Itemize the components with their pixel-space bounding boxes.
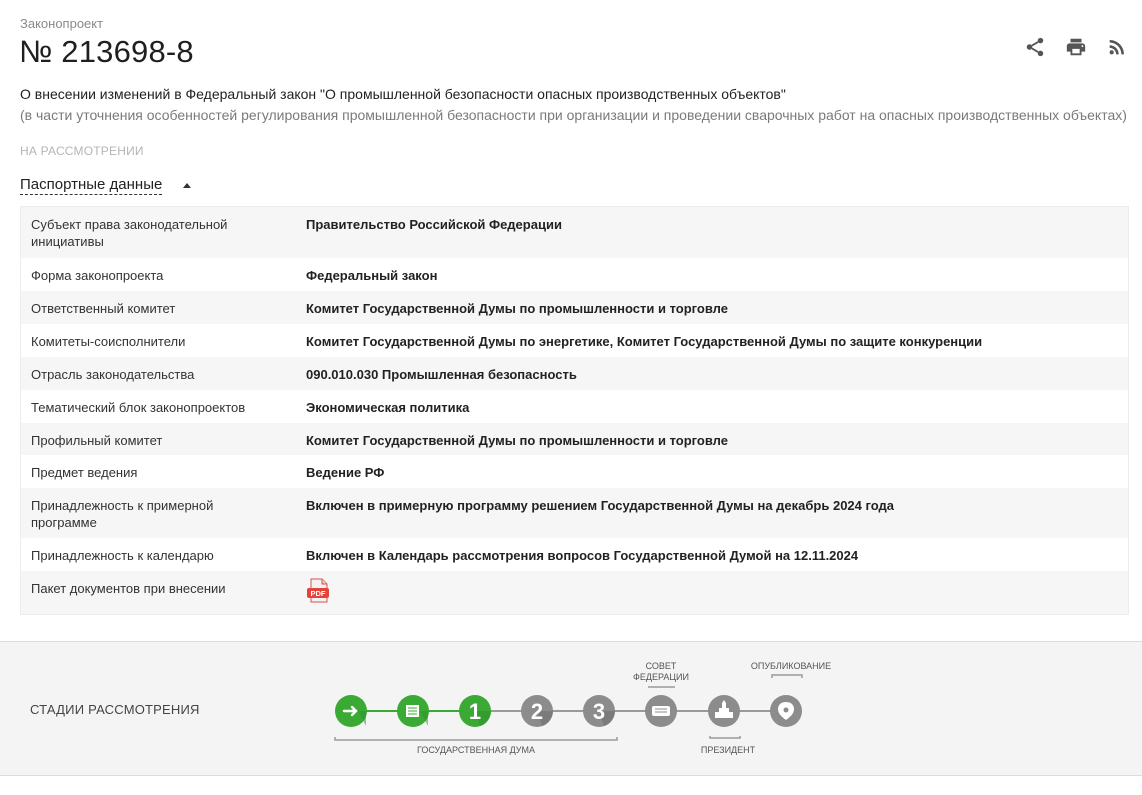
document-type-label: Законопроект: [20, 16, 104, 31]
row-label: Отрасль законодательства: [31, 367, 195, 382]
stage-president[interactable]: [708, 695, 740, 727]
president-label: ПРЕЗИДЕНТ: [700, 745, 756, 755]
table-row: [21, 357, 1128, 390]
bill-subtitle: (в части уточнения особенностей регулирования промышленной безопасности при организации и проведении сварочных работ на опасных производственных объектах): [20, 107, 1127, 123]
pdf-file-icon[interactable]: [306, 578, 332, 603]
row-label: Тематический блок законопроектов: [31, 400, 246, 415]
row-label: Ответственный комитет: [31, 301, 176, 316]
reading-2-number: 2: [530, 699, 544, 724]
stages-title: СТАДИИ РАССМОТРЕНИЯ: [30, 702, 200, 717]
row-value: 090.010.030 Промышленная безопасность: [306, 367, 577, 382]
caret-up-icon[interactable]: [183, 183, 191, 188]
stage-introduction[interactable]: [335, 695, 367, 727]
table-row: [21, 207, 1128, 258]
row-value: Включен в примерную программу решением Государственной Думы на декабрь 2024 года: [306, 498, 894, 513]
stages-timeline: [0, 642, 1142, 777]
print-icon[interactable]: [1065, 36, 1087, 58]
stage-preliminary-review[interactable]: [397, 695, 429, 727]
table-row: [21, 324, 1128, 357]
stage-reading-1[interactable]: [459, 695, 491, 727]
council-label-line2: ФЕДЕРАЦИИ: [633, 672, 689, 682]
row-label: Пакет документов при внесении: [31, 581, 226, 596]
row-label: Субъект права законодательной инициативы: [31, 217, 228, 249]
publication-label: ОПУБЛИКОВАНИЕ: [750, 661, 832, 671]
row-value: Комитет Государственной Думы по промышленности и торговле: [306, 433, 728, 448]
action-toolbar: [1024, 36, 1128, 58]
table-row: [21, 455, 1128, 488]
stage-federation-council[interactable]: [645, 695, 677, 727]
bill-number: № 213698-8: [19, 34, 194, 69]
row-value: Федеральный закон: [306, 268, 438, 283]
stage-reading-3[interactable]: [583, 695, 615, 727]
table-row: [21, 390, 1128, 423]
row-value: Включен в Календарь рассмотрения вопросов Государственной Думой на 12.11.2024: [306, 548, 859, 563]
table-row: [21, 488, 1128, 538]
table-row: [21, 258, 1128, 291]
row-value: Экономическая политика: [306, 400, 470, 415]
pdf-label: PDF: [310, 589, 326, 598]
stage-publication[interactable]: [770, 695, 802, 727]
row-value: Комитет Государственной Думы по промышленности и торговле: [306, 301, 728, 316]
row-label: Форма законопроекта: [31, 268, 164, 283]
document-list-icon: [406, 705, 419, 717]
stage-reading-2[interactable]: [521, 695, 553, 727]
row-label: Принадлежность к примерной программе: [31, 498, 214, 530]
row-label: Принадлежность к календарю: [31, 548, 214, 563]
row-value: Комитет Государственной Думы по энергетике, Комитет Государственной Думы по защите конкуренции: [306, 334, 983, 349]
passport-toggle[interactable]: Паспортные данные: [20, 176, 163, 193]
council-building-icon: [652, 706, 670, 716]
row-label: Предмет ведения: [31, 465, 138, 480]
row-label: Комитеты-соисполнители: [31, 334, 186, 349]
row-label: Профильный комитет: [31, 433, 163, 448]
council-label-line1: СОВЕТ: [645, 661, 677, 671]
reading-3-number: 3: [592, 699, 606, 724]
table-row: [21, 291, 1128, 324]
rss-icon[interactable]: [1106, 36, 1128, 58]
row-value: Ведение РФ: [306, 465, 385, 480]
duma-label: ГОСУДАРСТВЕННАЯ ДУМА: [416, 745, 536, 755]
passport-table: [20, 206, 1129, 615]
bill-title: О внесении изменений в Федеральный закон "О промышленной безопасности опасных производственных объектов": [20, 86, 786, 102]
stages-panel: [0, 641, 1142, 776]
status-badge: НА РАССМОТРЕНИИ: [20, 144, 144, 158]
reading-1-number: 1: [468, 699, 482, 724]
row-value: Правительство Российской Федерации: [306, 217, 562, 232]
table-row: [21, 423, 1128, 455]
table-row: [21, 538, 1128, 571]
share-icon[interactable]: [1024, 36, 1046, 58]
table-row: [21, 571, 1128, 615]
